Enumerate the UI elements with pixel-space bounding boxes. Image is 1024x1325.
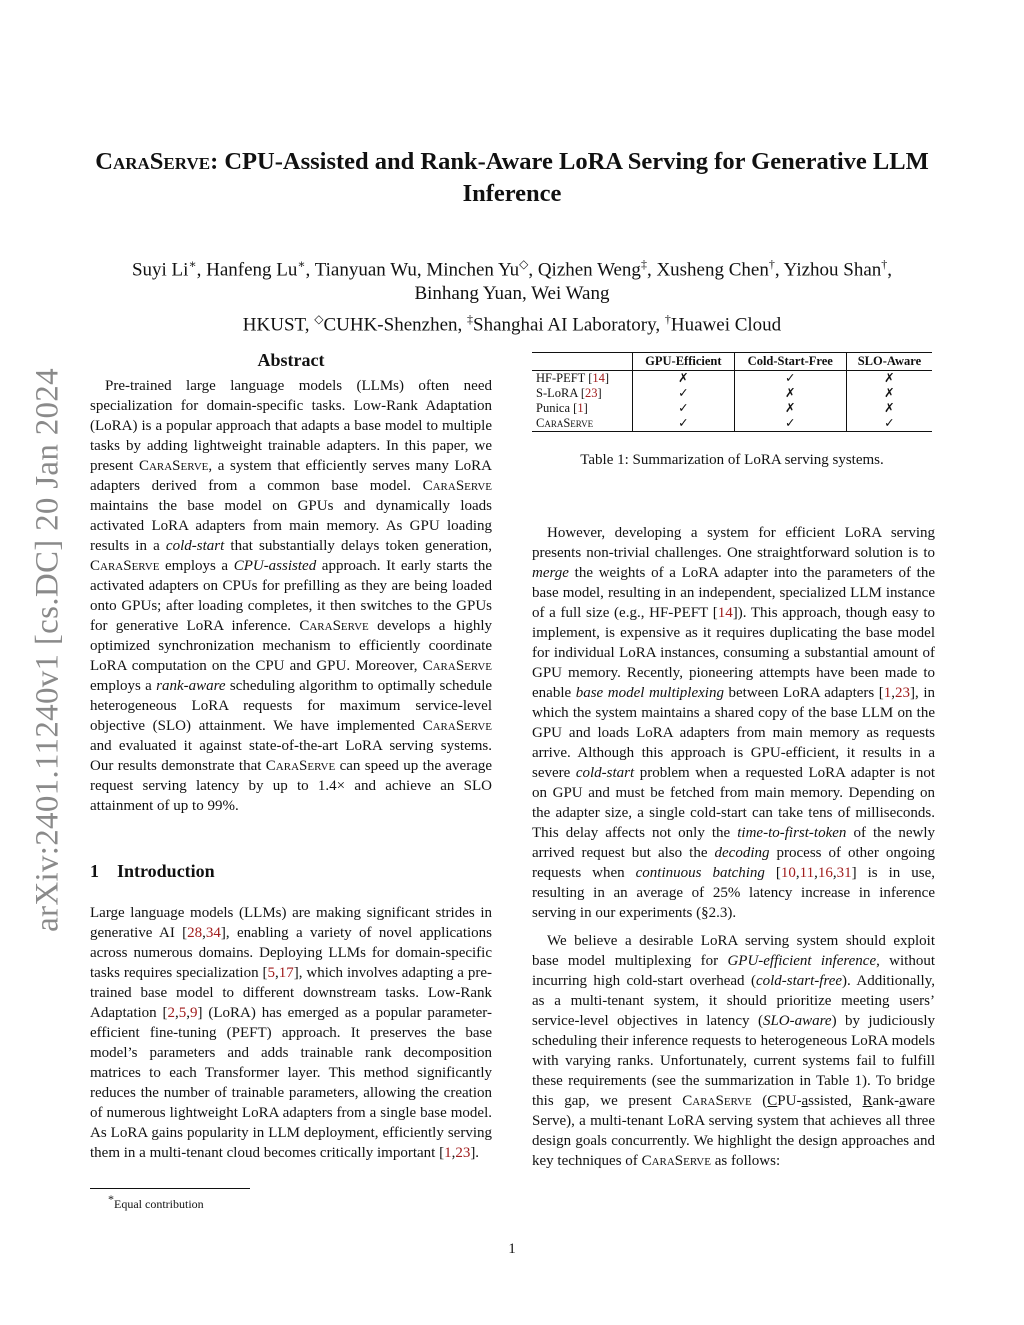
page-number: 1 [508,1241,516,1257]
citation[interactable]: 11 [799,865,815,881]
citation[interactable]: 1 [444,1145,452,1161]
citation[interactable]: 1 [577,401,584,415]
citation[interactable]: 10 [780,865,796,881]
citation[interactable]: 1 [883,685,892,701]
citation[interactable]: 9 [190,1005,198,1021]
citation[interactable]: 17 [278,965,294,981]
affiliations: HKUST, ◇CUHK-Shenzhen, ‡Shanghai AI Laboratory, †Huawei Cloud [242,312,782,336]
citation[interactable]: 23 [455,1145,471,1161]
paper-title: CaraServe: CPU-Assisted and Rank-Aware LoRA Serving for Generative LLM Inference [95,148,929,207]
author-list: Suyi Li∗, Hanfeng Lu∗, Tianyuan Wu, Minchen Yu◇, Qizhen Weng‡, Xusheng Chen†, Yizhou Shan†, Binhang Yuan, Wei Wang [131,257,893,305]
citation[interactable]: 14 [717,605,733,621]
citation[interactable]: 5 [267,965,275,981]
citation[interactable]: 31 [836,865,852,881]
table-row: CaraServe ✓ ✓ ✓ [532,416,932,432]
citation[interactable]: 5 [178,1005,187,1021]
table-row: Punica [1] ✓ ✗ ✗ [532,401,932,416]
arxiv-identifier: arXiv:2401.11240v1 [cs.DC] 20 Jan 2024 [29,368,66,932]
citation[interactable]: 28 [187,925,203,941]
footnote-rule [90,1188,250,1189]
footnote: *Equal contribution [108,1192,204,1211]
citation[interactable]: 14 [592,371,605,385]
table-caption: Table 1: Summarization of LoRA serving systems. [580,452,884,468]
citation[interactable]: 2 [167,1005,176,1021]
citation[interactable]: 23 [895,685,911,701]
citation[interactable]: 16 [817,865,833,881]
table-row: HF-PEFT [14] ✗ ✓ ✗ [532,371,932,387]
abstract-body: Pre-trained large language models (LLMs) often need specialization for domain-specific tasks. Low-Rank Adaptation (LoRA) is a popular approach that adapts a base model to multiple tasks by adding lightweight trainable adapters. In this paper, we present CaraServe, a system that efficiently serves many LoRA adapters derived from a common base model. CaraServe maintains the base model on GPUs and dynamically loads activated LoRA adapters from main memory. As GPU loading results in a cold-start that substantially delays token generation, CaraServe employs a CPU-assisted approach. It early starts the activated adapters on CPUs for prefilling as they are being loaded onto GPUs; after loading completes, it then switches to the GPUs for generative LoRA inference. CaraServe develops a highly optimized synchronization mechanism to efficiently coordinate LoRA computation on the CPU and GPU. Moreover, CaraServe employs a rank-aware scheduling algorithm to optimally schedule heterogeneous LoRA requests for maximum service-level objective (SLO) attainment. We have implemented CaraServe and evaluated it against state-of-the-art LoRA serving systems. Our results demonstrate that CaraServe can speed up the average request serving latency by up to 1.4× and achieve an SLO attainment of up to 99%. [90,378,493,814]
table-row: S-LoRA [23] ✓ ✗ ✗ [532,386,932,401]
introduction-body: Large language models (LLMs) are making significant strides in generative AI [28,34], enabling a variety of novel applications across numerous domains. Deploying LLMs for domain-specific tasks requires specialization [5,17], which involves adapting a pre-trained base model to different downstream tasks. Low-Rank Adaptation [2,5,9] (LoRA) has emerged as a popular parameter-efficient fine-tuning (PEFT) approach. It preserves the base model’s parameters and adds trainable rank decomposition matrices to each Transformer layer. This method significantly reduces the number of trainable parameters, allowing the creation of numerous lightweight LoRA adapters from a single base model. As LoRA gains popularity in LLM deployment, efficiently serving them in a multi-tenant cloud becomes critically important [1,23]. [90,905,492,1161]
citation[interactable]: 34 [205,925,221,941]
section-heading-introduction: 1 Introduction [90,861,215,881]
citation[interactable]: 23 [584,386,598,400]
abstract-heading: Abstract [257,350,325,370]
lora-systems-table: GPU-Efficient Cold-Start-Free SLO-Aware HF-PEFT [14] ✗ ✓ ✗ S-LoRA [23] ✓ ✗ ✗ Punica [1] ✓ ✗ ✗ CaraServe ✓ ✓ ✓ [532,352,932,432]
right-column-body: However, developing a system for efficient LoRA serving presents non-trivial challenges. One straightforward solution is to merge the weights of a LoRA adapter into the parameters of the base model, resulting in an independent, specialized LLM instance of a full size (e.g., HF-PEFT [14]). This approach, though easy to implement, is expensive as it requires duplicating the base model for individual LoRA instances, consuming a substantial amount of GPU memory. Recently, pioneering attempts have been made to enable base model multiplexing between LoRA adapters [1,23], in which the system maintains a shared copy of the base LLM on the GPU and loads LoRA adapters from main memory as requests arrive. Although this approach is GPU-efficient, it results in a severe cold-start problem when a requested LoRA adapter is not on GPU and must be fetched from main memory. Depending on the adapter size, a single cold-start can take tens of milliseconds. This delay affects not only the time-to-first-token of the newly arrived request but also the decoding process of other ongoing requests when continuous batching [10,11,16,31] is in use, resulting in an average of 25% latency increase in inference serving in our experiments (§2.3). We believe a desirable LoRA serving system should exploit base model multiplexing for GPU-efficient inference, without incurring high cold-start overhead (cold-start-free). Additionally, as a multi-tenant system, it should prioritize meeting users’ service-level objectives in latency (SLO-aware) by judiciously scheduling their inference requests to heterogeneous LoRA models with varying ranks. Unfortunately, current systems fail to fulfill these requirements (see the summarization in Table 1). To bridge this gap, we present CaraServe (CPU-assisted, Rank-aware Serve), a multi-tenant LoRA serving system that achieves all three design goals concurrently. We highlight the design approaches and key techniques of CaraServe as follows: [532,525,936,1169]
